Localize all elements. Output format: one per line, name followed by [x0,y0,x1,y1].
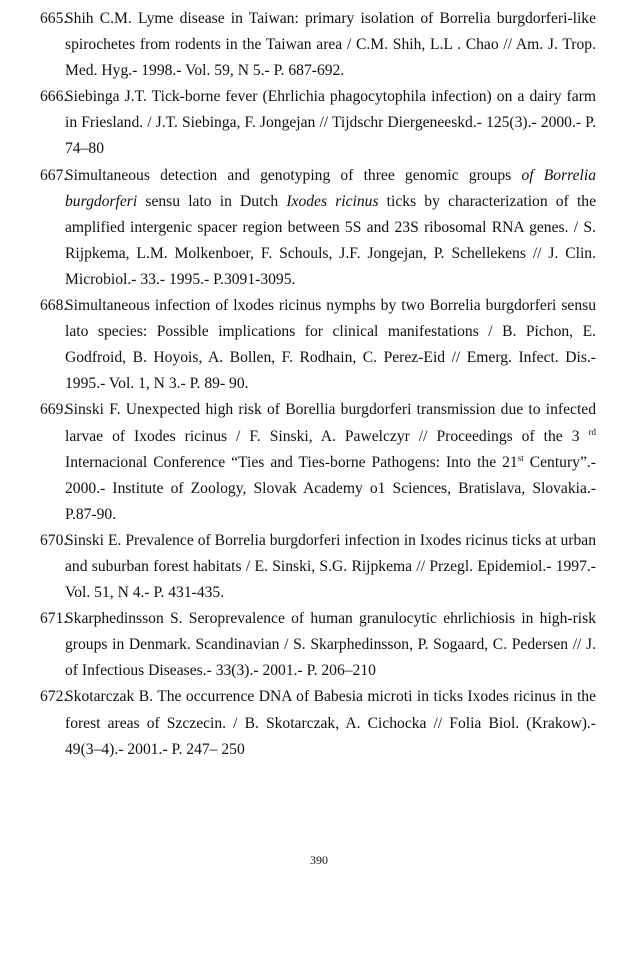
reference-text-part: Century”.- 2000.- Institute of Zoology, Slovak Academy o1 Sciences, Bratislava, Slovakia.- P.87-90. [65,453,596,523]
reference-text-part: sensu lato in Dutch [137,192,287,210]
reference-list [40,6,596,763]
reference-text: Skotarczak B. The occurrence DNA of Babesia microti in ticks Ixodes ricinus in the forest areas of Szczecin. / B. Skotarczak, A. Cichocka // Folia Biol. (Krakow).- 49(3–4).- 2001.- P. 247– 250 [65,688,596,758]
reference-italic-taxon: Ixodes ricinus [286,192,379,210]
reference-text-part: Internacional Conference “Ties and Ties-borne Pathogens: Into the 21 [65,453,518,471]
reference-item [40,84,596,162]
reference-number: 672. [40,688,68,706]
reference-text: Sinski E. Prevalence of Borrelia burgdorferi infection in Ixodes ricinus ticks at urban and suburban forest habitats / E. Sinski, S.G. Rijpkema // Przegl. Epidemiol.- 1997.- Vol. 51, N 4.- P. 431-435. [65,531,596,602]
ordinal-superscript: rd [588,426,596,437]
reference-item [40,606,596,684]
reference-text [65,397,596,527]
reference-text-part: Sinski F. Unexpected high risk of Borellia burgdorferi transmission due to infected larvae of Ixodes ricinus / F. Sinski, A. Pawelczyr // Proceedings of the 3 [65,401,596,445]
ordinal-superscript: st [517,452,524,463]
reference-number: 670. [40,531,68,549]
reference-text: Siebinga J.T. Tick-borne fever (Ehrlichia phagocytophila infection) on a dairy farm in Friesland. / J.T. Siebinga, F. Jongejan // Tijdschr Diergeneeskd.- 125(3).- 2000.- P. 74–80 [65,88,596,158]
reference-item [40,293,596,397]
reference-text [65,163,596,293]
reference-item [40,163,596,293]
page-number: 390 [310,853,328,867]
reference-item [40,528,596,606]
reference-item [40,6,596,84]
reference-number: 669. [40,401,68,419]
reference-text: Skarphedinsson S. Seroprevalence of human granulocytic ehrlichiosis in high-risk groups in Denmark. Scandinavian / S. Skarphedinsson, P. Sogaard, C. Pedersen // J. of Infectious Diseases.- 33(3).- 2001.- P. 206–210 [65,610,596,680]
reference-italic-taxon: of Borrelia burgdorferi [65,166,597,210]
reference-text: Simultaneous infection of lxodes ricinus nymphs by two Borrelia burgdorferi sensu lato species: Possible implications for clinical manifestations / B. Pichon, E. Godfroid, B. Hoyois, A. Bollen, F. Rodhain, C. Perez-Eid // Emerg. Infect. Dis.- 1995.- Vol. 1, N 3.- P. 89- 90. [65,297,596,393]
reference-text-part: Simultaneous detection and genotyping of three genomic groups [65,166,522,184]
reference-item [40,684,596,762]
reference-text: Shih C.M. Lyme disease in Taiwan: primary isolation of Borrelia burgdorferi-like spirochetes from rodents in the Taiwan area / C.M. Shih, L.L . Chao // Am. J. Trop. Med. Hyg.- 1998.- Vol. 59, N 5.- P. 687-692. [65,10,596,80]
reference-number: 666. [40,88,68,106]
reference-number: 671. [40,610,68,628]
reference-text-part: ticks by characterization of the amplified intergenic spacer region between 5S and 23S ribosomal RNA genes. / S. Rijpkema, L.M. Molkenboer, F. Schouls, J.F. Jongejan, P. Schellekens // J. Clin. Microbiol.- 33.- 1995.- P.3091-3095. [65,192,596,288]
reference-item [40,397,596,527]
reference-number: 665. [40,10,68,27]
reference-number: 668. [40,297,68,315]
reference-number: 667. [40,166,68,184]
